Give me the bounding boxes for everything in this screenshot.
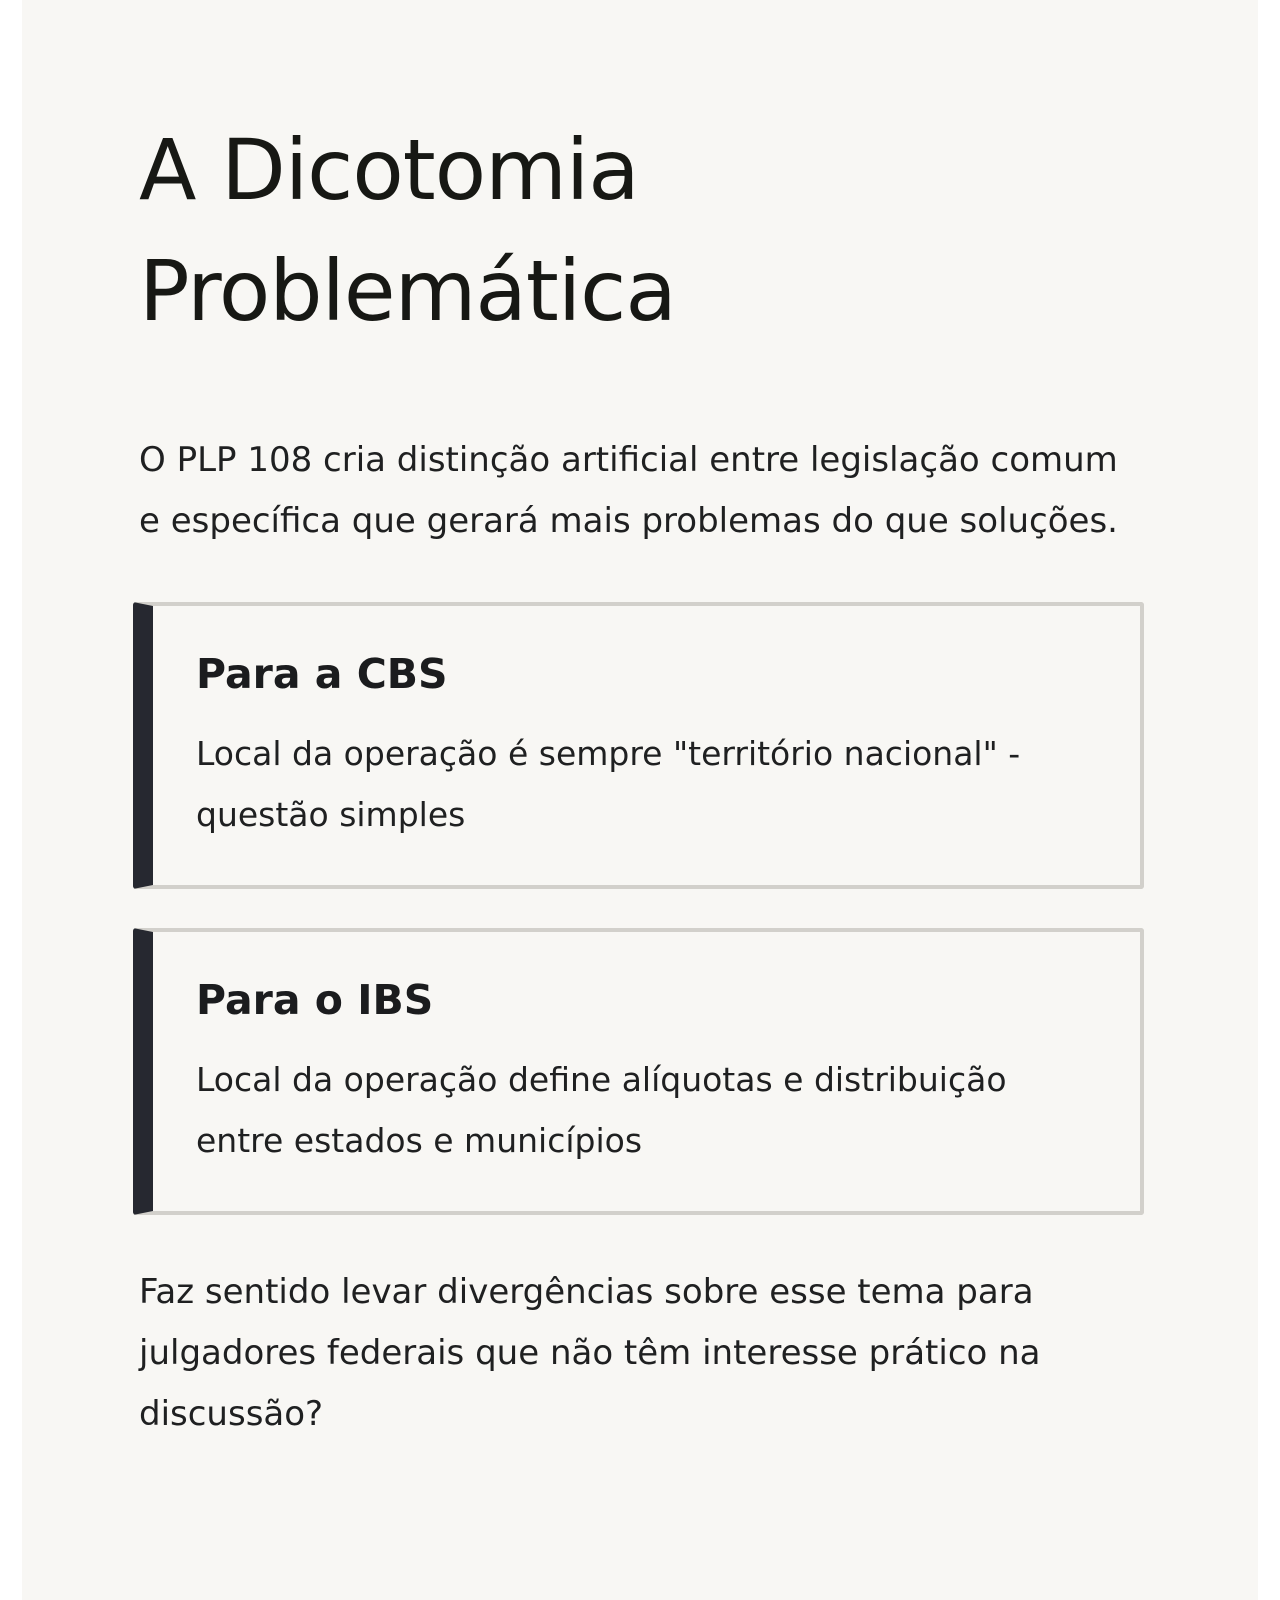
- cbs-card: [133, 602, 1144, 889]
- closing-question: Faz sentido levar divergências sobre esse tema para julgadores federais que não têm interesse prático na discussão?: [139, 1272, 1041, 1434]
- ibs-card-title: Para o IBS: [196, 976, 434, 1024]
- comparison-cards: [139, 602, 1159, 1215]
- intro-paragraph: O PLP 108 cria distinção artificial entre legislação comum e específica que gerará mais problemas do que soluções.: [139, 440, 1118, 541]
- slide: [22, 0, 1258, 1600]
- page-title-line-2: Problemática: [139, 242, 676, 340]
- ibs-card: [133, 928, 1144, 1215]
- cbs-card-title: Para a CBS: [196, 650, 448, 698]
- page-title-line-1: A Dicotomia: [139, 121, 639, 219]
- ibs-card-text: Local da operação define alíquotas e distribuição entre estados e municípios: [196, 1060, 1007, 1160]
- page-title: [139, 110, 1159, 352]
- cbs-card-text: Local da operação é sempre "território nacional" - questão simples: [196, 734, 1021, 834]
- slide-content: [139, 110, 1159, 1445]
